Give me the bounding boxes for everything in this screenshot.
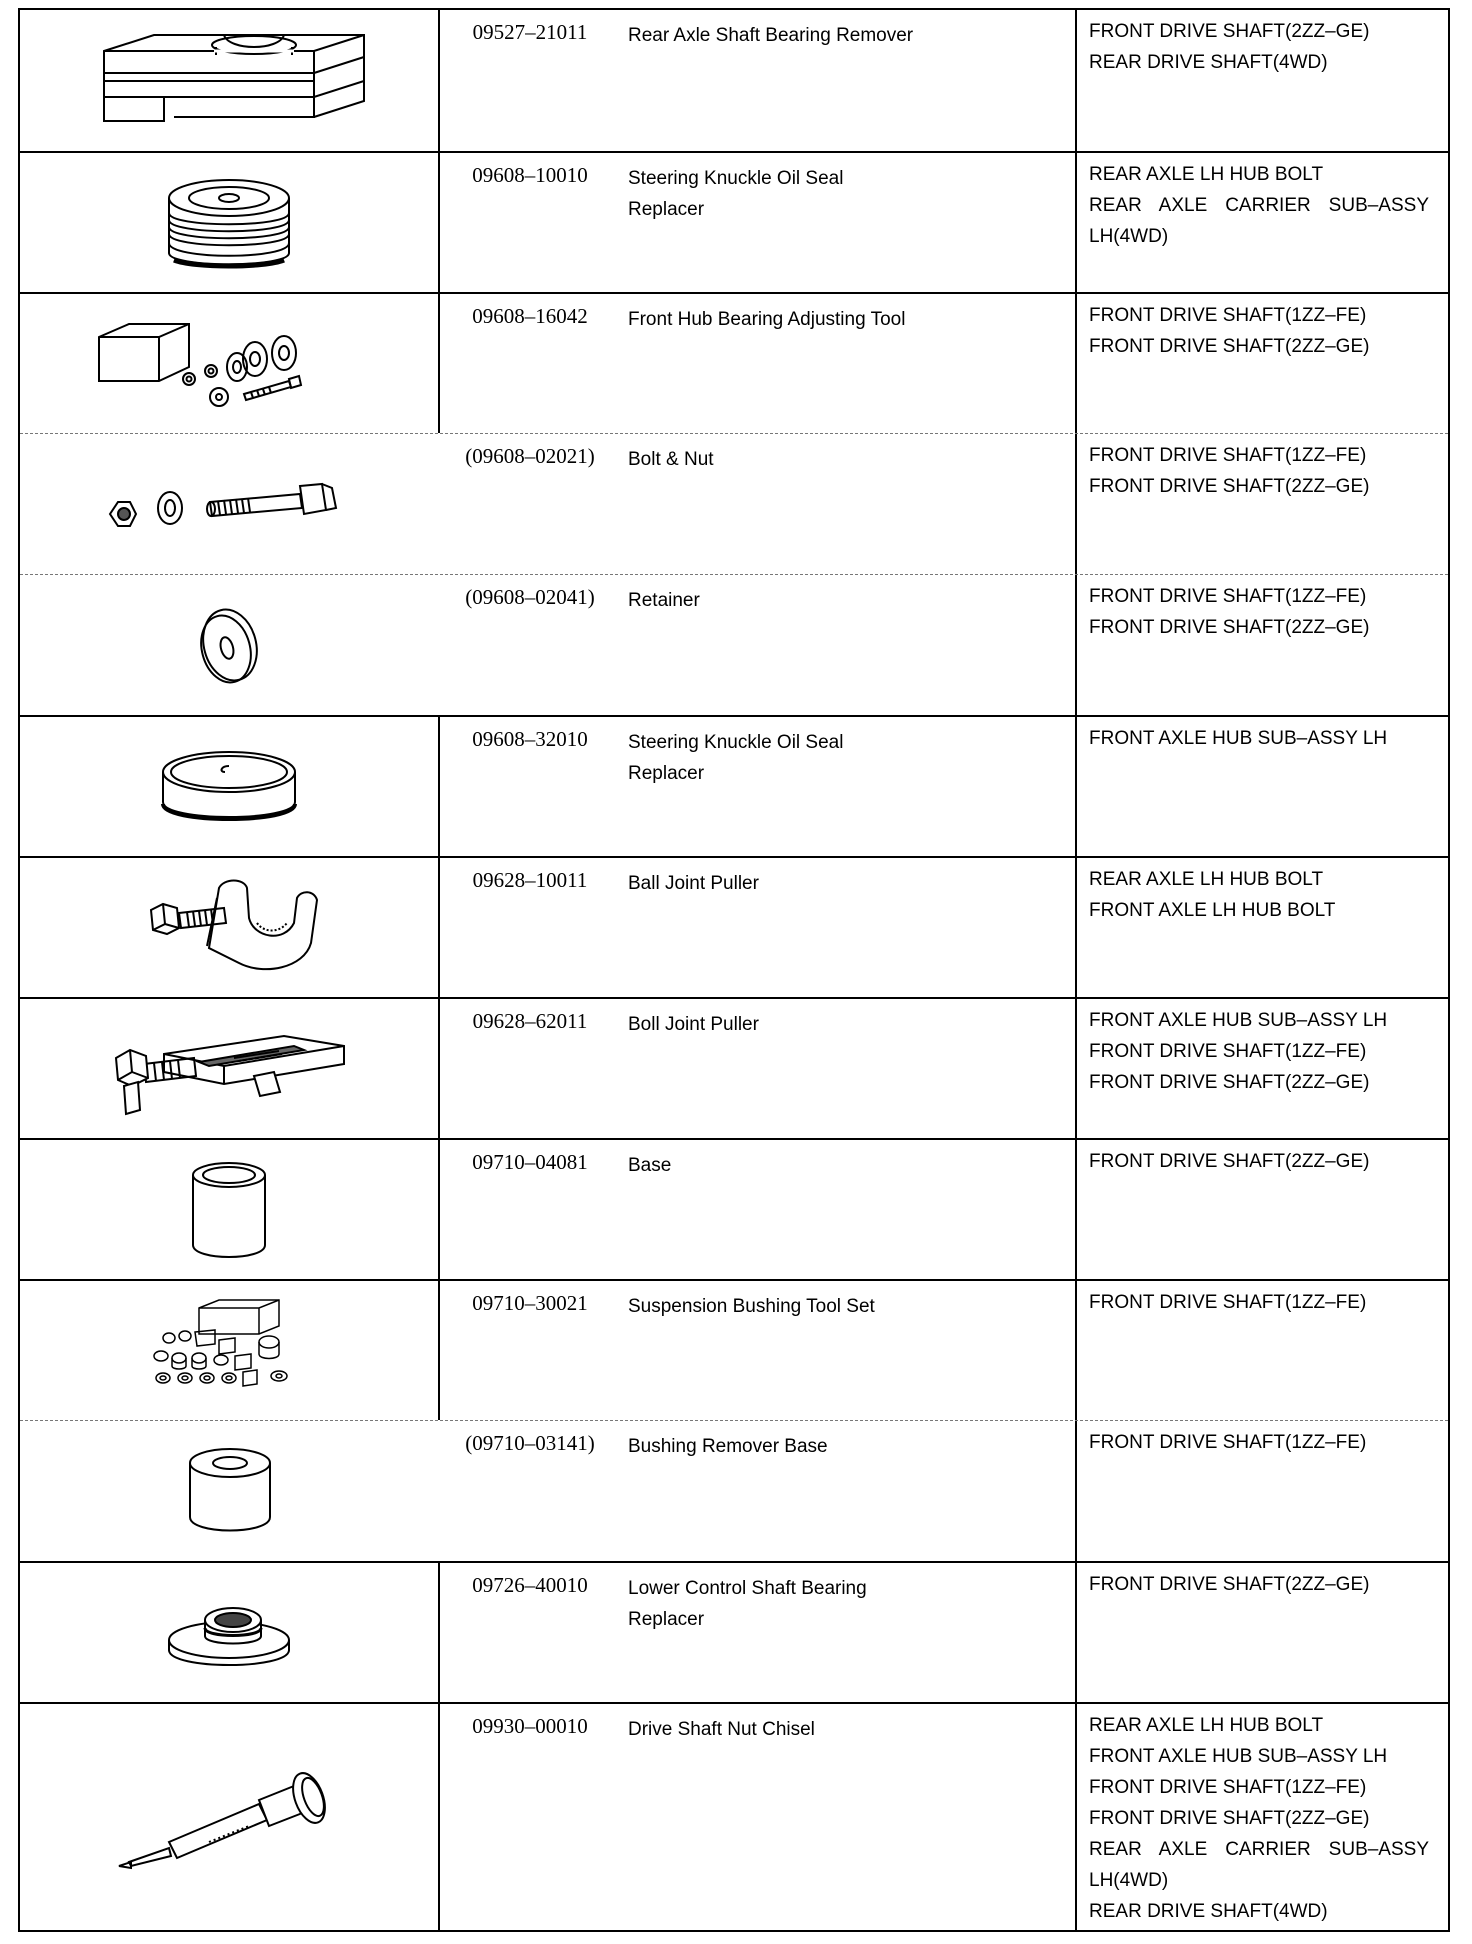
nut-chisel-illustration — [20, 1704, 440, 1930]
adjusting-tool-set-illustration — [20, 294, 440, 433]
part-number: 09930–00010 — [472, 1714, 588, 1738]
application-item: REAR DRIVE SHAFT(4WD) — [1089, 52, 1328, 73]
bushing-remover-base-illustration — [20, 1421, 440, 1561]
application-item: FRONT DRIVE SHAFT(2ZZ–GE) — [1089, 21, 1370, 42]
applications — [1075, 1281, 1448, 1420]
application-item: FRONT DRIVE SHAFT(2ZZ–GE) — [1089, 1151, 1370, 1172]
bearing-replacer-illustration — [20, 1563, 440, 1702]
tool-name: Front Hub Bearing Adjusting Tool — [628, 309, 906, 330]
part-number: 09527–21011 — [472, 20, 588, 44]
application-item: FRONT DRIVE SHAFT(1ZZ–FE) — [1089, 1432, 1367, 1453]
part-number: 09710–30021 — [472, 1291, 588, 1315]
tool-name: Boll Joint Puller — [628, 1014, 759, 1035]
tool-row-boll-joint-puller — [20, 997, 1448, 1138]
tool-name: Base — [628, 1155, 672, 1176]
part-number: 09628–10011 — [472, 868, 588, 892]
applications — [1075, 294, 1448, 433]
applications — [1075, 999, 1448, 1138]
applications — [1075, 10, 1448, 151]
tool-name: Ball Joint Puller — [628, 873, 759, 894]
part-number: (09608–02021) — [465, 444, 595, 468]
tool-name: Lower Control Shaft Bearing Replacer — [628, 1578, 867, 1630]
oil-seal-replacer-illustration — [20, 153, 440, 292]
application-item: FRONT DRIVE SHAFT(2ZZ–GE) — [1089, 1072, 1370, 1093]
sst-table — [18, 8, 1450, 1932]
ball-joint-puller-illustration — [20, 858, 440, 997]
boll-joint-puller-illustration — [20, 999, 440, 1138]
base-cylinder-illustration — [20, 1140, 440, 1279]
application-item: FRONT DRIVE SHAFT(2ZZ–GE) — [1089, 617, 1370, 638]
application-item: FRONT DRIVE SHAFT(2ZZ–GE) — [1089, 1574, 1370, 1595]
tool-name: Steering Knuckle Oil Seal Replacer — [628, 168, 844, 220]
application-item: FRONT DRIVE SHAFT(1ZZ–FE) — [1089, 1292, 1367, 1313]
tool-row-bolt-nut — [20, 433, 1448, 574]
applications — [1075, 1704, 1448, 1930]
part-number: 09608–16042 — [472, 304, 588, 328]
application-item: FRONT AXLE HUB SUB–ASSY LH — [1089, 728, 1388, 749]
part-number: 09628–62011 — [472, 1009, 588, 1033]
part-number: 09608–10010 — [472, 163, 588, 187]
part-number: (09710–03141) — [465, 1431, 595, 1455]
application-item: REAR AXLE LH HUB BOLT — [1089, 869, 1324, 890]
applications — [1075, 1421, 1448, 1561]
application-item: REAR AXLE LH HUB BOLT — [1089, 164, 1324, 185]
applications — [1075, 575, 1448, 715]
tool-name: Bushing Remover Base — [628, 1436, 828, 1457]
application-item: FRONT DRIVE SHAFT(2ZZ–GE) — [1089, 336, 1370, 357]
tool-row-oil-seal-replacer-2 — [20, 715, 1448, 856]
application-item: REAR DRIVE SHAFT(4WD) — [1089, 1901, 1328, 1922]
applications — [1075, 717, 1448, 856]
tool-name: Suspension Bushing Tool Set — [628, 1296, 875, 1317]
part-number: 09710–04081 — [472, 1150, 588, 1174]
tool-row-bearing-remover — [20, 10, 1448, 151]
retainer-illustration — [20, 575, 440, 715]
part-number: 09726–40010 — [472, 1573, 588, 1597]
part-number: 09608–32010 — [472, 727, 588, 751]
application-item: FRONT AXLE LH HUB BOLT — [1089, 900, 1336, 921]
tool-name: Bolt & Nut — [628, 449, 714, 470]
tool-row-retainer — [20, 574, 1448, 715]
application-item: FRONT DRIVE SHAFT(1ZZ–FE) — [1089, 305, 1367, 326]
applications — [1075, 1140, 1448, 1279]
tool-row-bushing-remover-base — [20, 1420, 1448, 1561]
tool-name: Rear Axle Shaft Bearing Remover — [628, 25, 914, 46]
application-item: REAR AXLE CARRIER SUB–ASSY LH(4WD) — [1089, 195, 1429, 247]
application-item: FRONT DRIVE SHAFT(1ZZ–FE) — [1089, 1041, 1367, 1062]
application-item: FRONT AXLE HUB SUB–ASSY LH — [1089, 1746, 1388, 1767]
application-item: FRONT DRIVE SHAFT(1ZZ–FE) — [1089, 586, 1367, 607]
bolt-nut-illustration — [20, 434, 440, 574]
application-item: FRONT DRIVE SHAFT(1ZZ–FE) — [1089, 1777, 1367, 1798]
tool-row-drive-shaft-nut-chisel — [20, 1702, 1448, 1930]
bushing-tool-set-illustration — [20, 1281, 440, 1420]
tool-row-oil-seal-replacer — [20, 151, 1448, 292]
tool-name: Retainer — [628, 590, 700, 611]
application-item: FRONT DRIVE SHAFT(1ZZ–FE) — [1089, 445, 1367, 466]
bearing-remover-illustration — [20, 10, 440, 151]
tool-row-base — [20, 1138, 1448, 1279]
tool-row-ball-joint-puller — [20, 856, 1448, 997]
applications — [1075, 1563, 1448, 1702]
application-item: REAR AXLE CARRIER SUB–ASSY LH(4WD) — [1089, 1839, 1429, 1891]
application-item: FRONT DRIVE SHAFT(2ZZ–GE) — [1089, 1808, 1370, 1829]
tool-name: Steering Knuckle Oil Seal Replacer — [628, 732, 844, 784]
tool-row-bushing-tool-set — [20, 1279, 1448, 1420]
tool-row-hub-bearing-adjusting-tool — [20, 292, 1448, 433]
part-number: (09608–02041) — [465, 585, 595, 609]
oil-seal-replacer-cup-illustration — [20, 717, 440, 856]
application-item: REAR AXLE LH HUB BOLT — [1089, 1715, 1324, 1736]
application-item: FRONT AXLE HUB SUB–ASSY LH — [1089, 1010, 1388, 1031]
tool-name: Drive Shaft Nut Chisel — [628, 1719, 815, 1740]
applications — [1075, 858, 1448, 997]
tool-row-bearing-replacer — [20, 1561, 1448, 1702]
applications — [1075, 153, 1448, 292]
applications — [1075, 434, 1448, 574]
application-item: FRONT DRIVE SHAFT(2ZZ–GE) — [1089, 476, 1370, 497]
